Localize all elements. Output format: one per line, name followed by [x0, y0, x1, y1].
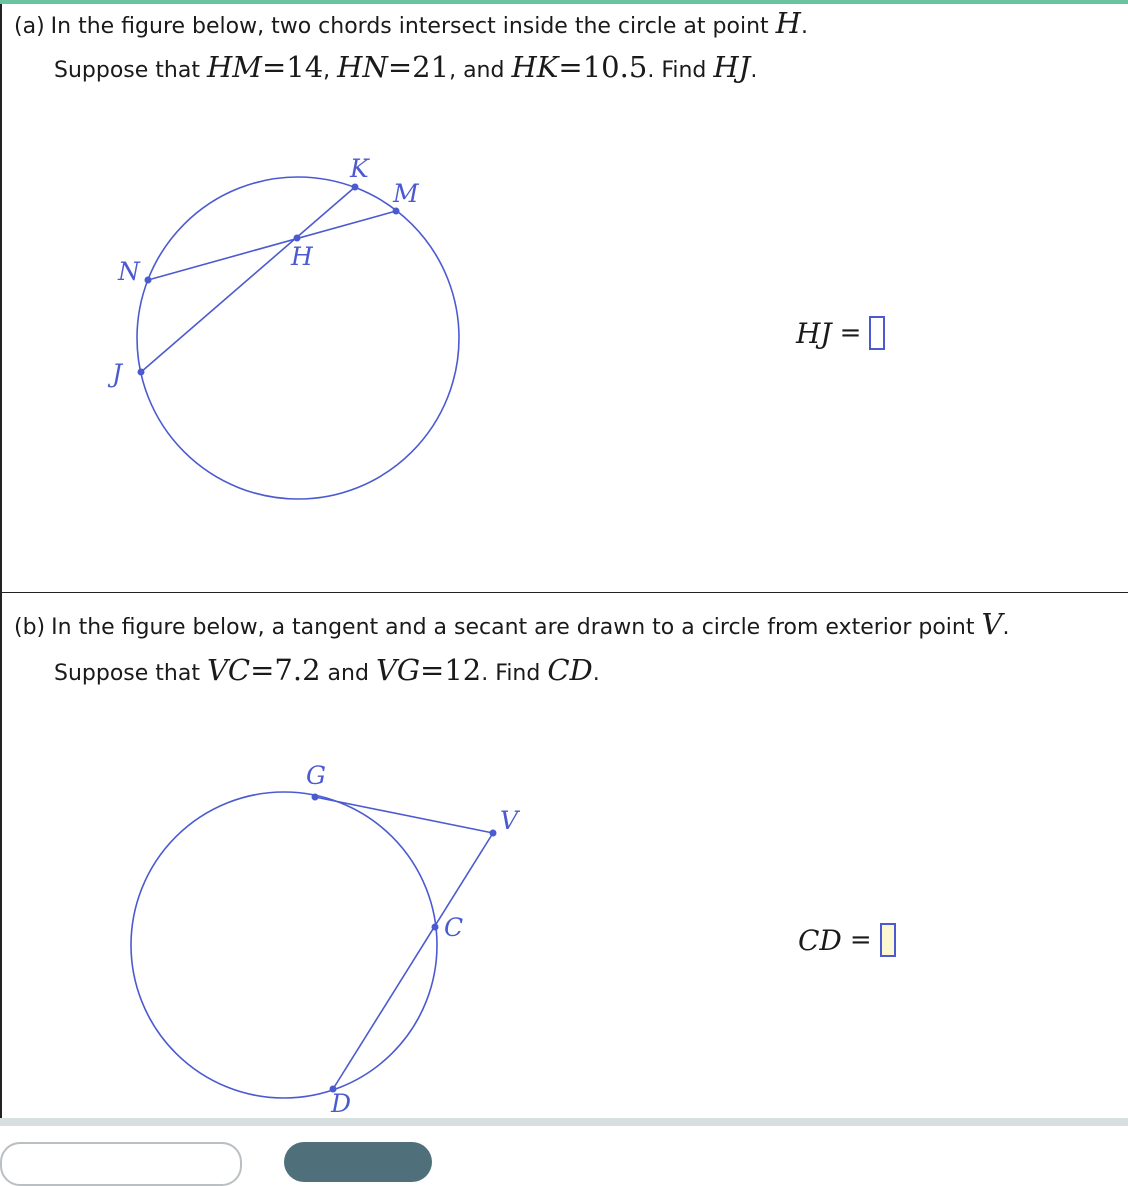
primary-button[interactable] — [284, 1142, 432, 1182]
point-n — [145, 277, 152, 284]
given-hm-var: HM — [206, 50, 262, 84]
given-hn-val: 21 — [412, 50, 450, 84]
part-b-label: (b) — [14, 615, 46, 640]
given-hn-var: HN — [337, 50, 388, 84]
answer-a-input[interactable] — [869, 316, 885, 350]
find-b-var: CD — [547, 653, 593, 687]
point-v — [490, 830, 497, 837]
given-hk-val: 10.5 — [582, 50, 648, 84]
chord-nm — [148, 211, 396, 280]
part-a-prompt-text: In the figure below, two chords intersect inside the circle at point — [50, 14, 769, 39]
label-n: N — [118, 257, 140, 286]
find-word: Find — [661, 58, 707, 83]
part-b-prompt-end: . — [1002, 615, 1010, 640]
part-b-given-lead: Suppose that — [54, 661, 200, 686]
answer-b-eq: = — [849, 925, 872, 955]
label-c: C — [444, 913, 464, 942]
answer-a-label: HJ — [796, 316, 832, 350]
label-d: D — [331, 1089, 352, 1118]
label-h: H — [291, 242, 313, 271]
part-b-prompt-text: In the figure below, a tangent and a secant are drawn to a circle from exterior point — [51, 615, 975, 640]
part-b-answer — [798, 923, 896, 957]
circle-b — [131, 792, 437, 1098]
secondary-button[interactable] — [0, 1142, 242, 1186]
given-hk-var: HK — [511, 50, 559, 84]
find-b-word: Find — [495, 661, 541, 686]
point-c — [432, 924, 439, 931]
label-v: V — [500, 806, 519, 835]
given-vg-var: VG — [375, 653, 421, 687]
label-j: J — [112, 359, 123, 388]
bottom-divider — [0, 1118, 1128, 1126]
given-hk-eq: = — [558, 50, 583, 84]
answer-a-eq: = — [839, 318, 862, 348]
given-period: . — [647, 58, 655, 83]
part-a-label: (a) — [14, 14, 45, 39]
find-var: HJ — [713, 50, 751, 84]
given-comma-1: , — [323, 58, 331, 83]
given-hm-eq: = — [261, 50, 287, 84]
chords-figure — [2, 4, 602, 564]
tangent-secant-figure — [2, 593, 602, 1119]
label-g: G — [306, 761, 326, 790]
given-vg-eq: = — [420, 653, 445, 687]
given-hm-val: 14 — [286, 50, 324, 84]
given-vg-val: 12 — [444, 653, 482, 687]
given-vc-eq: = — [250, 653, 275, 687]
label-m: M — [393, 179, 419, 208]
point-g — [312, 794, 319, 801]
part-b-panel — [0, 592, 1128, 1118]
given-comma-2: , — [449, 58, 457, 83]
part-a-prompt-var: H — [775, 6, 801, 40]
given-and: and — [463, 58, 505, 83]
circle-a — [137, 177, 459, 499]
part-a-prompt-end: . — [800, 14, 808, 39]
part-b-prompt-var: V — [981, 607, 1003, 641]
secant-vd — [333, 833, 493, 1089]
given-vc-val: 7.2 — [274, 653, 321, 687]
chord-jk — [141, 187, 355, 372]
given-vc-var: VC — [206, 653, 251, 687]
answer-b-label: CD — [798, 923, 842, 957]
point-k — [352, 184, 359, 191]
given-b-and: and — [327, 661, 369, 686]
find-b-period: . — [592, 661, 600, 686]
tangent-vg — [315, 797, 493, 833]
part-a-answer — [796, 316, 885, 350]
point-m — [393, 208, 400, 215]
part-a-given-lead: Suppose that — [54, 58, 200, 83]
find-period: . — [750, 58, 758, 83]
label-k: K — [350, 154, 369, 183]
answer-b-input[interactable] — [880, 923, 896, 957]
point-j — [138, 369, 145, 376]
given-b-period: . — [481, 661, 489, 686]
part-a-panel — [0, 4, 1128, 592]
given-hn-eq: = — [387, 50, 413, 84]
point-h — [294, 235, 301, 242]
